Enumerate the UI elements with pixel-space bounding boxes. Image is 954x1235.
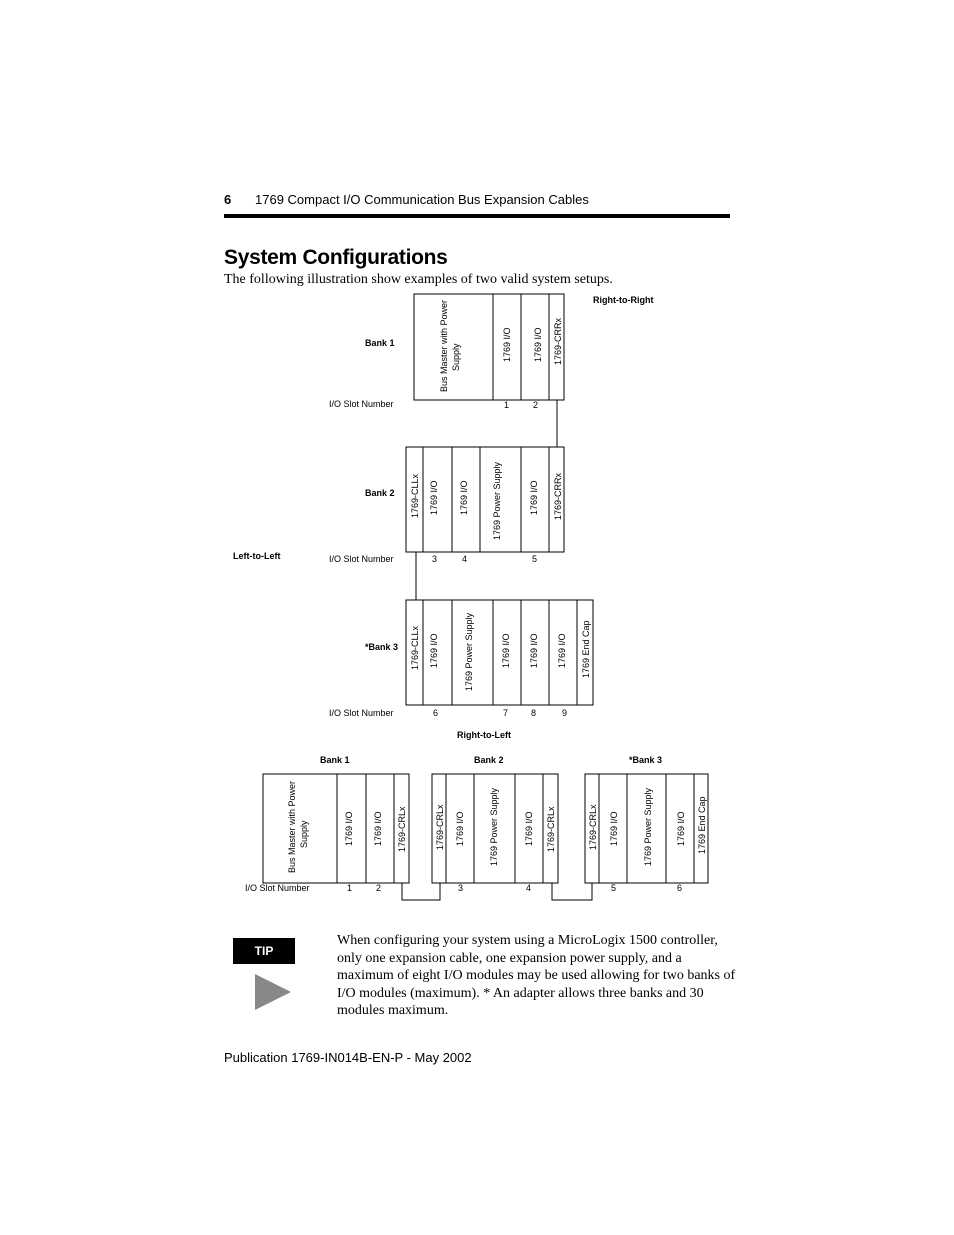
- intro-paragraph: The following illustration show examples of two valid system setups.: [224, 272, 613, 287]
- module-label: 1769 I/O: [557, 633, 567, 668]
- module-label: 1769 I/O: [429, 633, 439, 668]
- right-to-right-label: Right-to-Right: [593, 295, 654, 305]
- module-label: Supply: [299, 820, 309, 848]
- slot-number: 4: [526, 883, 532, 893]
- h-bank2-label: Bank 2: [474, 755, 504, 765]
- running-header-title: 1769 Compact I/O Communication Bus Expansion Cables: [255, 192, 589, 207]
- slot-number-label: I/O Slot Number: [329, 399, 394, 409]
- slot-number-label: I/O Slot Number: [329, 708, 394, 718]
- module-label: 1769 I/O: [676, 811, 686, 846]
- tip-label: TIP: [233, 938, 295, 964]
- module-label: 1769 Power Supply: [643, 787, 653, 866]
- module-label: 1769-CRLx: [435, 804, 445, 850]
- slot-number: 3: [432, 554, 438, 564]
- slot-number: 2: [376, 883, 382, 893]
- h-cable-2-3: [552, 883, 592, 900]
- slot-number: 7: [503, 708, 509, 718]
- section-heading: System Configurations: [224, 246, 448, 269]
- module-label: 1769-CRLx: [397, 806, 407, 852]
- module-label: 1769 I/O: [529, 480, 539, 515]
- module-label: 1769 I/O: [501, 633, 511, 668]
- module-label: 1769 I/O: [459, 480, 469, 515]
- module-label: 1769-CRLx: [588, 804, 598, 850]
- slot-number: 1: [504, 400, 510, 410]
- publication-footer: Publication 1769-IN014B-EN-P - May 2002: [224, 1050, 472, 1065]
- module-label: Bus Master with Power: [439, 299, 449, 392]
- module-label: 1769-CRRx: [553, 317, 563, 365]
- module-label: 1769 End Cap: [697, 796, 707, 854]
- slot-number: 6: [677, 883, 683, 893]
- right-to-left-label: Right-to-Left: [457, 730, 511, 740]
- module-label: 1769 I/O: [529, 633, 539, 668]
- h-bank3-label: *Bank 3: [629, 755, 663, 765]
- module-label: 1769 Power Supply: [489, 787, 499, 866]
- slot-number: 8: [531, 708, 537, 718]
- h-cable-1-2: [402, 883, 440, 900]
- module-label: 1769-CLLx: [410, 625, 420, 670]
- module-label: 1769-CLLx: [410, 473, 420, 518]
- page-number: 6: [224, 192, 232, 207]
- left-to-left-label: Left-to-Left: [233, 551, 281, 561]
- module-label: 1769 I/O: [524, 811, 534, 846]
- module-label: 1769 I/O: [502, 327, 512, 362]
- module-label: 1769 Power Supply: [492, 461, 502, 540]
- slot-number-label: I/O Slot Number: [329, 554, 394, 564]
- tip-text: When configuring your system using a MicroLogix 1500 controller, only one expansion cable, one expansion power supply, and a maximum of eight I/O modules may be used allowing for two banks of I/O modules (maximum). * An adapter allows three banks and 30 modules maximum.: [337, 933, 736, 1018]
- module-label: 1769 Power Supply: [464, 612, 474, 691]
- module-label: 1769 End Cap: [581, 620, 591, 678]
- module-label: 1769 I/O: [344, 811, 354, 846]
- h-bank1-label: Bank 1: [320, 755, 350, 765]
- h-bank1-rack: [263, 774, 409, 883]
- module-label: Supply: [451, 343, 461, 371]
- tip-arrow-icon: [255, 974, 291, 1010]
- bank2-label: Bank 2: [365, 488, 395, 498]
- module-label: 1769 I/O: [373, 811, 383, 846]
- slot-number: 9: [562, 708, 568, 718]
- slot-number: 5: [611, 883, 617, 893]
- module-label: 1769-CRRx: [553, 472, 563, 520]
- module-label: 1769-CRLx: [546, 806, 556, 852]
- slot-number: 3: [458, 883, 464, 893]
- slot-number: 1: [347, 883, 353, 893]
- module-label: 1769 I/O: [455, 811, 465, 846]
- slot-number: 2: [533, 400, 539, 410]
- h-slot-number-label: I/O Slot Number: [245, 883, 310, 893]
- slot-number: 6: [433, 708, 439, 718]
- module-label: Bus Master with Power: [287, 780, 297, 873]
- module-label: 1769 I/O: [533, 327, 543, 362]
- bank1-label: Bank 1: [365, 338, 395, 348]
- slot-number: 5: [532, 554, 538, 564]
- module-label: 1769 I/O: [429, 480, 439, 515]
- slot-number: 4: [462, 554, 468, 564]
- module-label: 1769 I/O: [609, 811, 619, 846]
- bank3-label: *Bank 3: [365, 642, 399, 652]
